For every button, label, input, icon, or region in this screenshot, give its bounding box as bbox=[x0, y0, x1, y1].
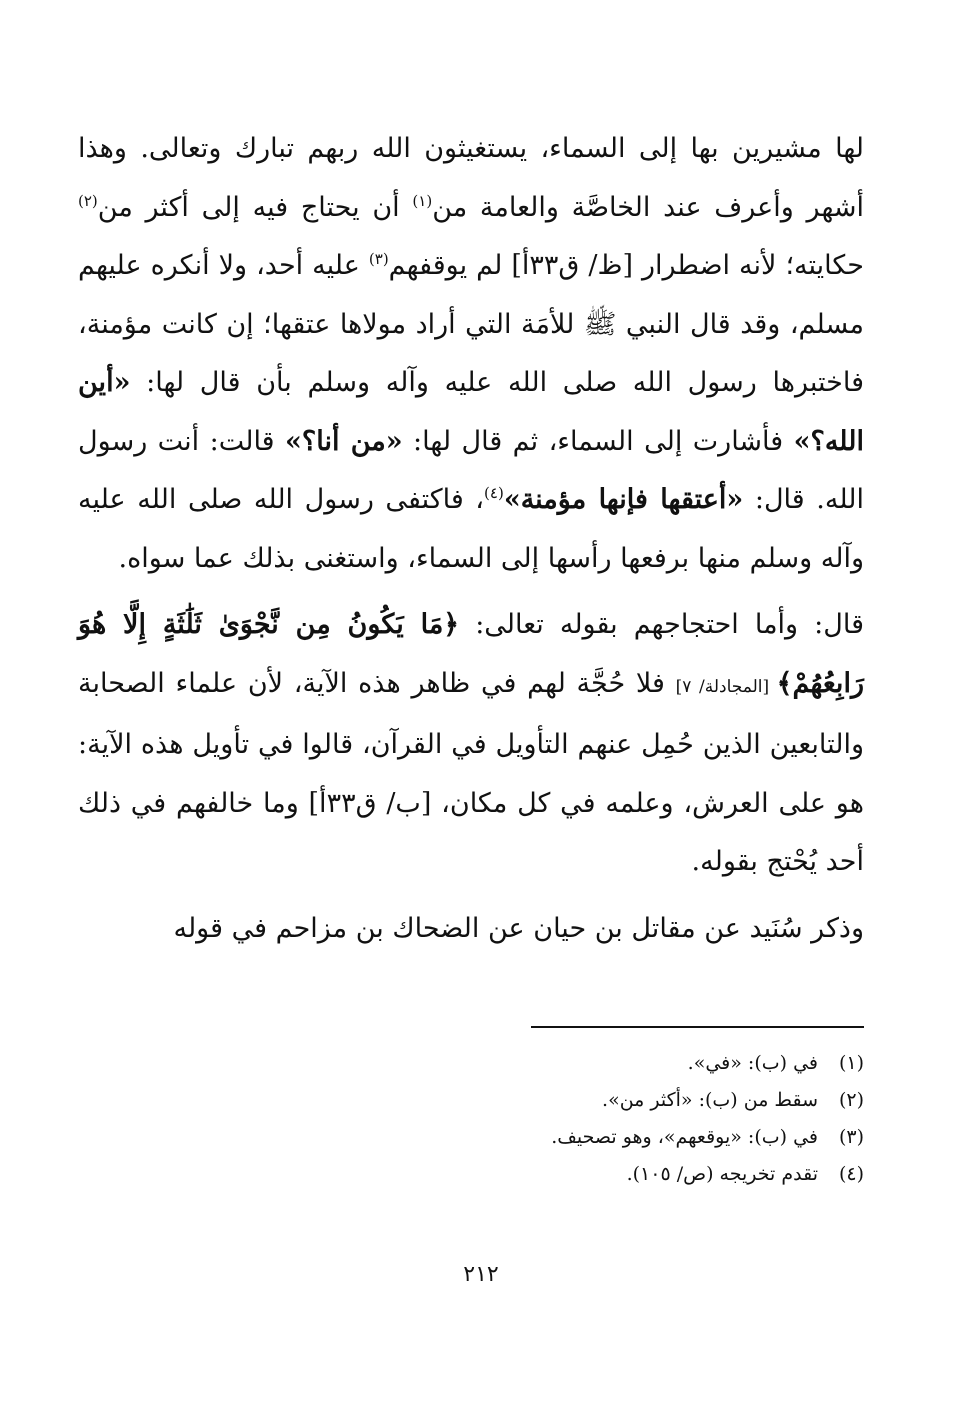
footnote-number: (٤) bbox=[838, 1163, 864, 1185]
paragraph-2 bbox=[78, 596, 864, 892]
quran-verse: ﴿مَا يَكُونُ مِن نَّجْوَىٰ ثَلَٰثَةٍ إِلَّا هُوَ رَابِعُهُمْ﴾ bbox=[78, 609, 864, 699]
footnote-text: في (ب): «في». bbox=[687, 1052, 818, 1074]
paragraph-text: فأشارت إلى السماء، ثم قال لها: bbox=[402, 425, 794, 457]
page-number: ٢١٢ bbox=[463, 1262, 499, 1287]
footnote-ref-2[interactable]: (٢) bbox=[78, 191, 98, 210]
footnote-text: في (ب): «يوقعهم»، وهو تصحيف. bbox=[551, 1126, 818, 1148]
footnote-3 bbox=[78, 1119, 864, 1156]
footnote-number: (١) bbox=[838, 1052, 864, 1074]
paragraph-text: قالت: أنت رسول الله. قال: bbox=[78, 425, 864, 515]
footnote-ref-4[interactable]: (٤) bbox=[484, 484, 504, 502]
hadith-quote: «أعتقها فإنها مؤمنة» bbox=[503, 484, 744, 515]
main-text bbox=[78, 120, 864, 958]
footnote-2 bbox=[78, 1082, 864, 1119]
footnote-divider bbox=[531, 1026, 864, 1028]
footnotes bbox=[78, 1045, 864, 1193]
paragraph-3 bbox=[78, 900, 864, 959]
paragraph-text: لها مشيرين بها إلى السماء، يستغيثون الله ربهم تبارك وتعالى. وهذا أشهر وأعرف عند الخاصَّة والعامة من bbox=[78, 133, 865, 223]
paragraph-text: عليه أحد، ولا أنكره عليهم مسلم، وقد قال النبي ﷺ للأمَة التي أراد مولاها عتقها؛ إن كانت مؤمنة، فاختبرها رسول الله صلى الله عليه وآله وسلم بأن قال لها: bbox=[78, 250, 864, 398]
hadith-quote: «من أنا؟» bbox=[285, 425, 403, 457]
footnote-number: (٣) bbox=[838, 1126, 864, 1148]
paragraph-text: ، فاكتفى رسول الله صلى الله عليه وآله وسلم منها برفعها رأسها إلى السماء، واستغنى بذلك عما سواه. bbox=[78, 484, 864, 574]
verse-citation: [المجادلة/ ٧] bbox=[675, 676, 777, 697]
hadith-quote: «أين الله؟» bbox=[78, 367, 864, 457]
footnote-1 bbox=[78, 1045, 864, 1082]
footnote-ref-1[interactable]: (١) bbox=[412, 191, 433, 210]
footnote-ref-3[interactable]: (٣) bbox=[368, 250, 389, 268]
footnote-text: تقدم تخريجه (ص/ ١٠٥). bbox=[626, 1163, 818, 1185]
paragraph-text: حكايته؛ لأنه اضطرار [ظ/ ق٣٣أ] لم يوقفهم bbox=[388, 250, 864, 281]
footnote-4 bbox=[78, 1156, 864, 1193]
paragraph-text: قال: وأما احتجاجهم بقوله تعالى: bbox=[459, 609, 864, 640]
paragraph-text: أن يحتاج فيه إلى أكثر من bbox=[97, 191, 413, 223]
paragraph-1 bbox=[78, 120, 864, 588]
footnote-text: سقط من (ب): «أكثر من». bbox=[602, 1089, 818, 1111]
paragraph-text: فلا حُجَّة لهم في ظاهر هذه الآية، لأن علماء الصحابة والتابعين الذين حُمِل عنهم التأويل في القرآن، قالوا في تأويل هذه الآية: هو على العرش، وعلمه في كل مكان، [ب/ ق٣٣أ] وما خالفهم في ذلك أحد يُحْتج بقوله. bbox=[78, 667, 864, 877]
footnote-number: (٢) bbox=[838, 1089, 864, 1111]
paragraph-text: وذكر سُنَيد عن مقاتل بن حيان عن الضحاك بن مزاحم في قوله bbox=[173, 912, 864, 944]
